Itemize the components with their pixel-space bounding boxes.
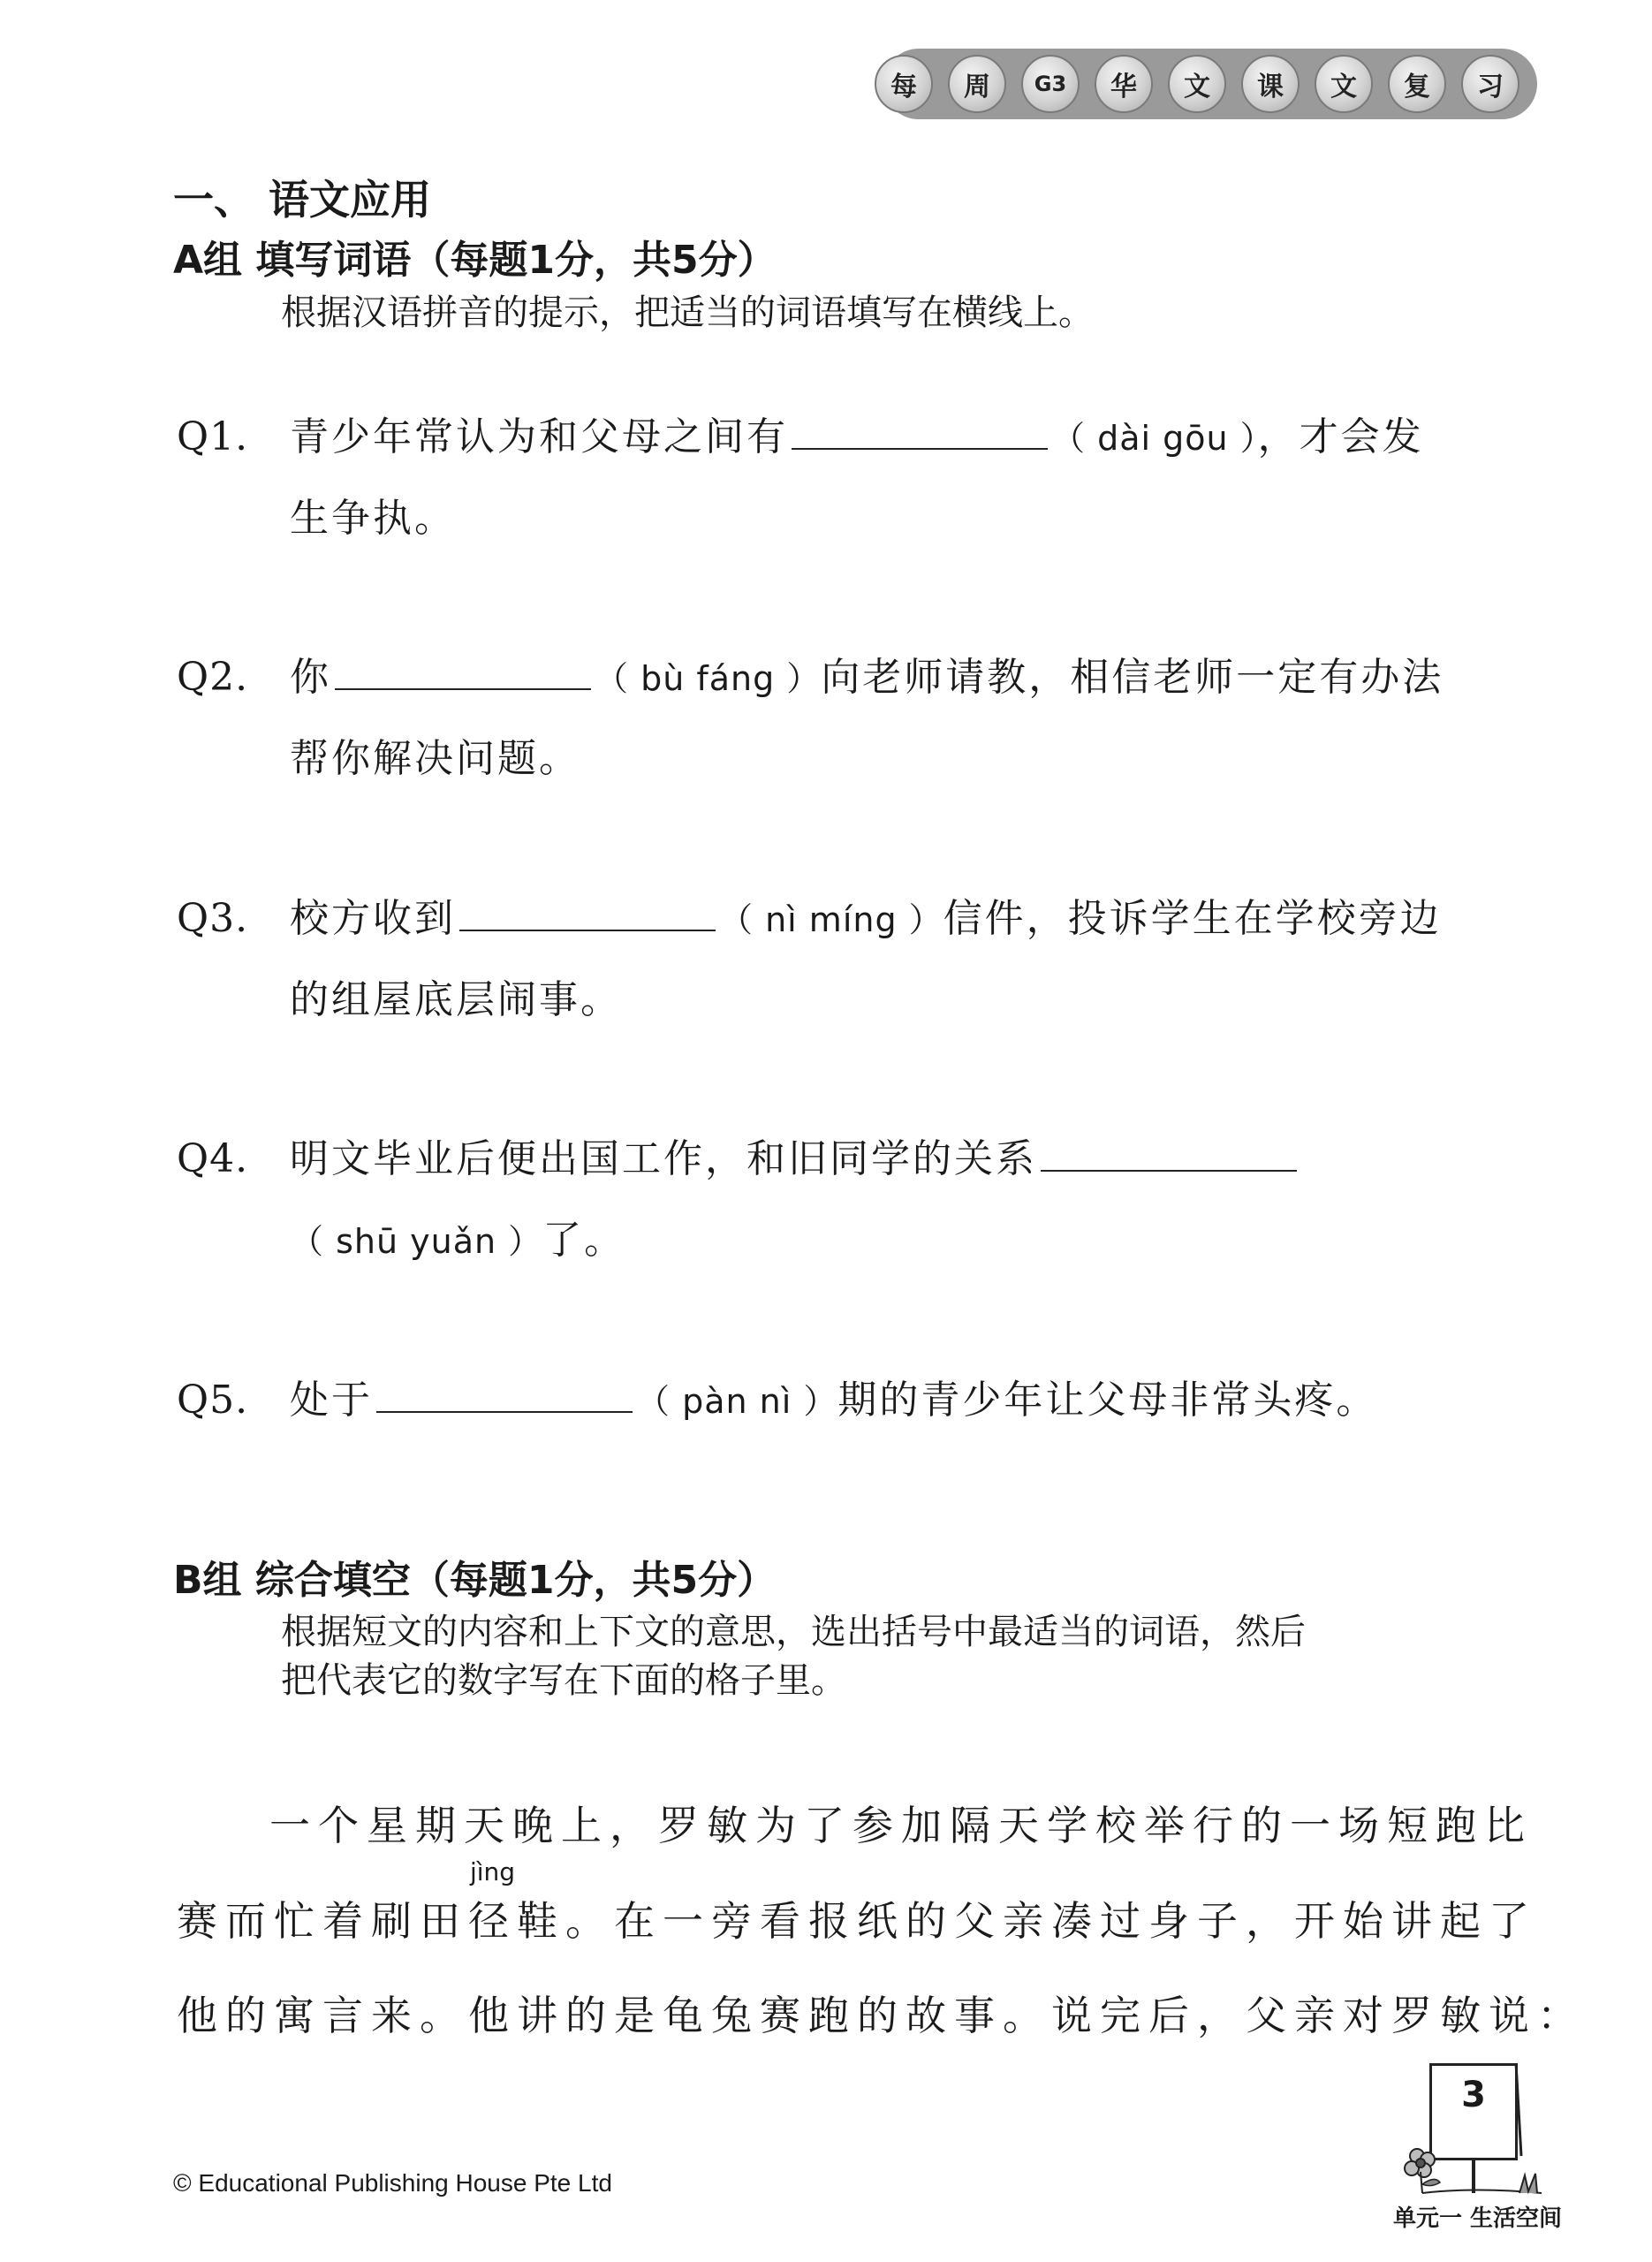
question-2-line2: 帮你解决问题。 — [290, 736, 580, 781]
question-text: 校方收到 — [290, 896, 456, 941]
header-badge: 文 — [1168, 55, 1226, 113]
question-text: 处于 — [290, 1378, 373, 1423]
question-1-line2: 生争执。 — [290, 496, 456, 541]
pinyin-hint: （ nì míng ） — [719, 900, 943, 939]
header-badge: 每 — [875, 55, 933, 113]
question-number: Q1. — [177, 414, 249, 459]
question-5 — [177, 1368, 1377, 1424]
question-number: Q3. — [177, 896, 249, 941]
group-a-title: A组 填写词语（每题1分，共5分） — [173, 238, 777, 283]
question-number: Q2. — [177, 655, 249, 700]
question-4 — [177, 1127, 1300, 1183]
question-text: 期的青少年让父母非常头疼。 — [837, 1378, 1378, 1423]
question-text: 明文毕业后便出国工作，和旧同学的关系 — [290, 1136, 1037, 1181]
header-badge: 习 — [1461, 55, 1519, 113]
header-badge: 课 — [1241, 55, 1300, 113]
question-number: Q4. — [177, 1136, 249, 1181]
sign-flower-icon — [1387, 2059, 1564, 2200]
question-text: ，才会发 — [1257, 414, 1424, 459]
answer-blank[interactable] — [792, 413, 1048, 450]
question-3-line2: 的组屋底层闹事。 — [290, 977, 622, 1022]
group-b-title: B组 综合填空（每题1分，共5分） — [173, 1558, 777, 1603]
section-title: 一、 语文应用 — [173, 176, 432, 224]
group-b-instruction: 根据短文的内容和上下文的意思，选出括号中最适当的词语，然后 — [281, 1612, 1306, 1652]
group-b-instruction: 把代表它的数字写在下面的格子里。 — [281, 1660, 846, 1701]
pinyin-hint: （ shū yuǎn ） — [290, 1222, 543, 1261]
unit-label: 单元一 生活空间 — [1393, 2205, 1563, 2232]
passage-line: 一个星期天晚上，罗敏为了参加隔天学校举行的一场短跑比 — [269, 1802, 1533, 1849]
passage-line: 他的寓言来。他讲的是龟兔赛跑的故事。说完后，父亲对罗敏说： — [177, 1992, 1586, 2039]
header-badge: 华 — [1095, 55, 1153, 113]
header-badge: 周 — [948, 55, 1006, 113]
question-4-line2 — [290, 1208, 625, 1264]
question-text: 信件，投诉学生在学校旁边 — [943, 896, 1442, 941]
answer-blank[interactable] — [376, 1376, 633, 1413]
pinyin-hint: （ pàn nì ） — [636, 1382, 838, 1421]
answer-blank[interactable] — [459, 894, 716, 931]
copyright-text: © Educational Publishing House Pte Ltd — [173, 2169, 612, 2197]
question-number: Q5. — [177, 1378, 249, 1423]
question-1 — [177, 405, 1424, 461]
question-3 — [177, 886, 1442, 943]
answer-blank[interactable] — [1041, 1135, 1297, 1172]
question-text: 了。 — [542, 1218, 626, 1263]
header-badge: 文 — [1315, 55, 1373, 113]
passage-line: 赛而忙着刷田径鞋。在一旁看报纸的父亲凑过身子，开始讲起了 — [177, 1897, 1537, 1945]
page-number: 3 — [1429, 2063, 1518, 2160]
pinyin-hint: （ bù fáng ） — [595, 659, 822, 698]
pinyin-annotation: jìng — [470, 1857, 516, 1886]
pinyin-hint: （ dài gōu ） — [1051, 419, 1258, 458]
group-a-instruction: 根据汉语拼音的提示，把适当的词语填写在横线上。 — [281, 292, 1094, 333]
question-text: 青少年常认为和父母之间有 — [290, 414, 788, 459]
header-badge: 复 — [1388, 55, 1446, 113]
answer-blank[interactable] — [335, 653, 591, 690]
header-badge: G3 — [1021, 55, 1080, 113]
question-text: 你 — [290, 655, 331, 700]
question-2 — [177, 645, 1444, 702]
question-text: 向老师请教，相信老师一定有办法 — [821, 655, 1444, 700]
